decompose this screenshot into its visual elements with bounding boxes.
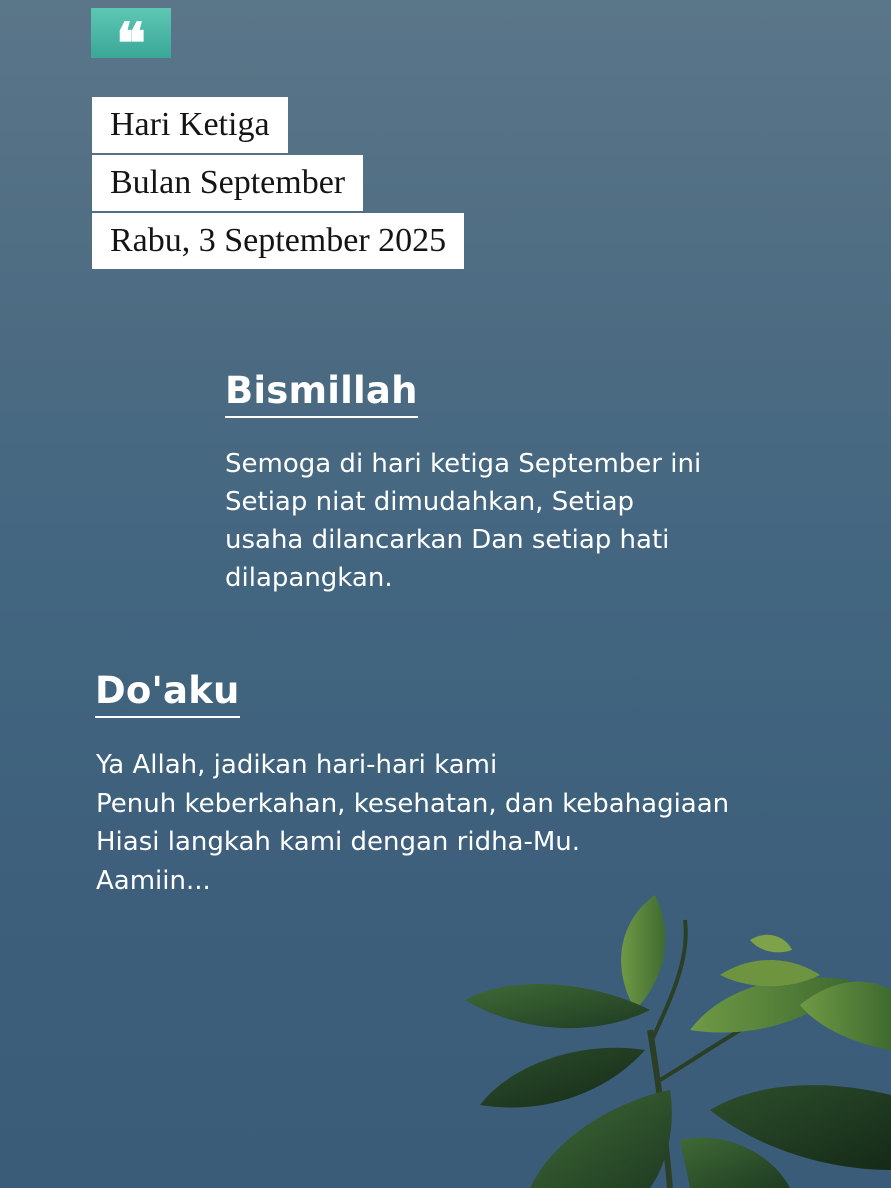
leaf [480, 1048, 645, 1108]
paragraph-line: Semoga di hari ketiga September ini [225, 449, 702, 479]
paragraph-line: usaha dilancarkan Dan setiap hati [225, 525, 670, 555]
leaf [530, 1090, 672, 1188]
doaku-heading: Do'aku [95, 670, 240, 718]
paragraph-line: Aamiin... [96, 865, 211, 896]
leaf [750, 935, 792, 953]
doaku-paragraph [96, 746, 729, 900]
date-tag-day: Hari Ketiga [92, 97, 288, 153]
quote-mark-glyph: ❝ [115, 11, 147, 77]
leaf [621, 895, 665, 1010]
paragraph-line: Hiasi langkah kami dengan ridha-Mu. [96, 827, 581, 857]
plant-leaves-image [420, 880, 891, 1188]
paragraph-line: Penuh keberkahan, kesehatan, dan kebahagiaan [96, 788, 730, 819]
bismillah-paragraph [225, 445, 701, 597]
leaf [465, 984, 650, 1028]
date-tag-month: Bulan September [92, 155, 363, 211]
bismillah-heading: Bismillah [225, 370, 418, 418]
paragraph-line: Ya Allah, jadikan hari-hari kami [96, 750, 498, 780]
paragraph-line: Setiap niat dimudahkan, Setiap [225, 487, 635, 517]
quote-icon [91, 8, 171, 77]
date-tag-full-date: Rabu, 3 September 2025 [92, 213, 464, 269]
paragraph-line: dilapangkan. [225, 563, 393, 593]
